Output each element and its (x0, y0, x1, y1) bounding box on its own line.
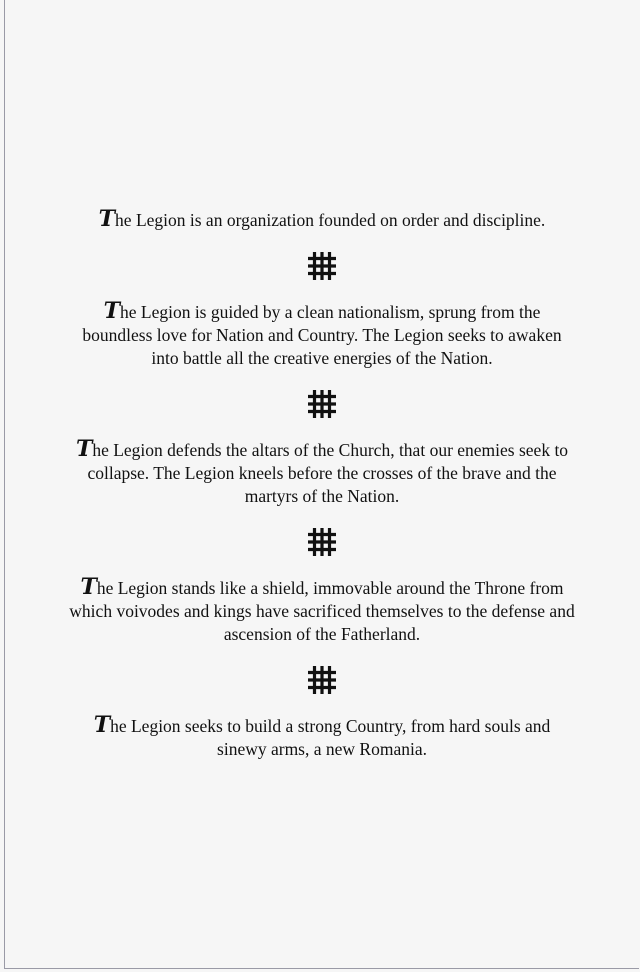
paragraph-nationalism (72, 300, 572, 370)
paragraph-text: he Legion is guided by a clean nationalism, sprung from the boundless love for Nation and Country. The Legion seeks to awaken into battle all the creative energies of the Nation. (82, 302, 562, 368)
paragraph-church (72, 438, 572, 508)
paragraph-text: he Legion is an organization founded on order and discipline. (115, 210, 546, 230)
separator (5, 646, 639, 714)
triple-cross-grid-icon (307, 527, 337, 557)
drop-initial: T (75, 436, 93, 462)
paragraph-text: he Legion stands like a shield, immovable around the Throne from which voivodes and kings have sacrificed themselves to the defense and ascension of the Fatherland. (69, 578, 575, 644)
page-content (5, 208, 639, 761)
triple-cross-grid-icon (307, 389, 337, 419)
triple-cross-grid-icon (307, 665, 337, 695)
separator (5, 508, 639, 576)
paragraph-text: he Legion defends the altars of the Church, that our enemies seek to collapse. The Legion kneels before the crosses of the brave and the martyrs of the Nation. (87, 440, 569, 506)
drop-initial: T (103, 298, 120, 324)
drop-initial: T (98, 206, 116, 232)
paragraph-new-romania (72, 714, 572, 761)
drop-initial: T (93, 712, 111, 738)
separator (5, 232, 639, 300)
paragraph-order-discipline (42, 208, 602, 232)
paragraph-throne (62, 576, 582, 646)
document-page (4, 0, 639, 969)
triple-cross-grid-icon (307, 251, 337, 281)
drop-initial: T (80, 574, 97, 600)
separator (5, 370, 639, 438)
paragraph-text: he Legion seeks to build a strong Country, from hard souls and sinewy arms, a new Romania. (110, 716, 551, 759)
